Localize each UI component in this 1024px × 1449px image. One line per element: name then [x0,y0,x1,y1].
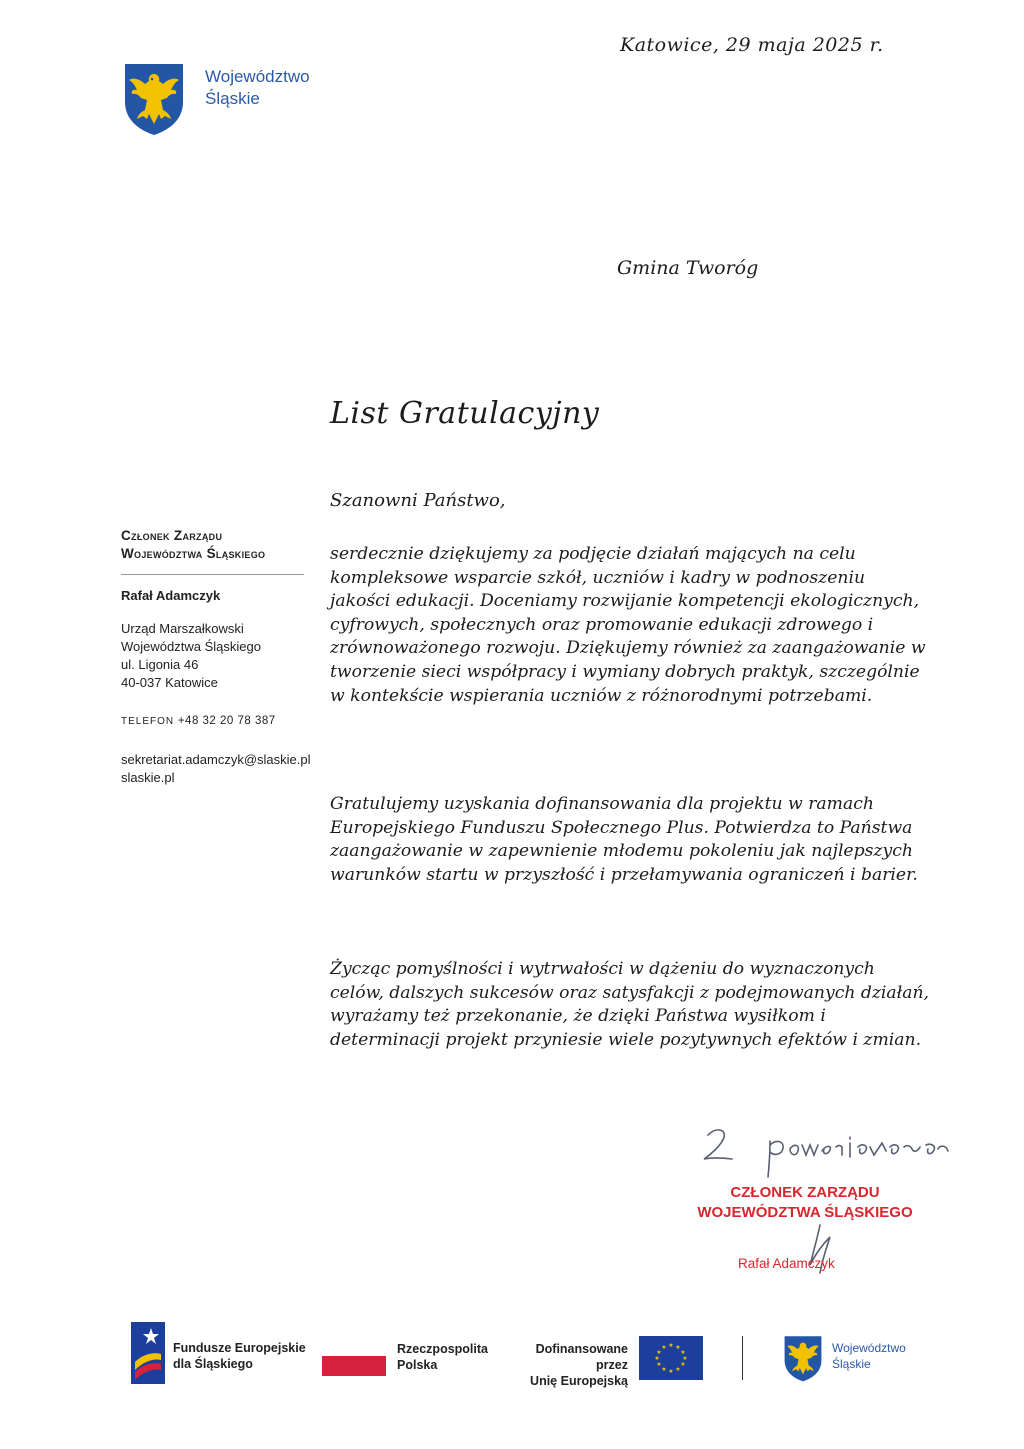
svg-text:★: ★ [680,1361,686,1368]
european-funds-label [173,1340,306,1372]
sender-contact [121,751,311,787]
paragraph-3: Życząc pomyślności i wytrwałości w dążeniu do wyznaczonych celów, dalszych sukcesów oraz satysfakcji z podejmowanych działań, wyrażamy też przekonanie, że dzięki Państwa wysiłkom i determinacji projekt przyniesie wiele pozytywnych efektów i zmian. [330,959,930,1050]
stamp-line-2: WOJEWÓDZTWA ŚLĄSKIEGO [697,1204,913,1221]
voivodeship-footer-label [832,1340,906,1372]
recipient: Gmina Tworóg [617,257,759,279]
eu-flag-icon [639,1336,703,1380]
email-link[interactable]: sekretariat.adamczyk@slaskie.pl [121,752,311,767]
sender-name: Rafał Adamczyk [121,588,221,603]
sender-address [121,620,311,692]
svg-text:★: ★ [675,1344,681,1351]
eu-line-2: Unię Europejską [530,1374,628,1388]
phone-number: +48 32 20 78 387 [177,715,276,727]
svg-text:★: ★ [656,1361,662,1368]
fe-line-1: Fundusze Europejskie [173,1341,306,1355]
ws-line-1: Województwo [832,1341,906,1355]
address-line: Województwa Śląskiego [121,639,261,654]
svg-text:★: ★ [661,1344,667,1351]
address-line: 40-037 Katowice [121,675,218,690]
stamp-line-1: CZŁONEK ZARZĄDU [730,1184,880,1201]
voivodeship-crest-small-icon [783,1335,823,1382]
eu-cofinanced-label [508,1341,628,1389]
brand-line-2: Śląskie [205,89,260,108]
sender-role-line-2: Województwa Śląskiego [121,546,266,561]
rp-line-2: Polska [397,1358,438,1372]
website-link[interactable]: slaskie.pl [121,770,175,785]
svg-text:★: ★ [668,1342,674,1349]
address-line: ul. Ligonia 46 [121,657,199,672]
salutation: Szanowni Państwo, [330,490,506,511]
place-and-date: Katowice, 29 maja 2025 r. [620,34,884,56]
address-line: Urząd Marszałkowski [121,621,244,636]
svg-text:★: ★ [680,1349,686,1356]
sender-role [121,527,311,563]
brand-line-1: Województwo [205,67,310,86]
svg-text:★: ★ [661,1366,667,1373]
official-stamp [690,1183,920,1223]
poland-flag-white [322,1336,386,1356]
european-funds-icon [131,1322,165,1384]
document-title: List Gratulacyjny [330,396,600,431]
stamp-name: Rafał Adamczyk [738,1256,835,1271]
sender-role-line-1: Członek Zarządu [121,528,223,543]
fe-line-2: dla Śląskiego [173,1357,253,1371]
footer-divider [742,1336,743,1380]
voivodeship-crest-logo [123,62,185,136]
svg-text:★: ★ [668,1368,674,1375]
ws-line-2: Śląskie [832,1357,871,1371]
svg-text:★: ★ [682,1355,688,1362]
poland-flag-icon [322,1356,386,1376]
svg-text:★: ★ [656,1349,662,1356]
paragraph-2: Gratulujemy uzyskania dofinansowania dla projektu w ramach Europejskiego Funduszu Społecznego Plus. Potwierdza to Państwa zaangażowanie w zapewnienie młodemu pokoleniu jak najlepszych warunków startu w przyszłość i przełamywania ograniczeń i barier. [330,794,918,885]
svg-text:★: ★ [654,1355,660,1362]
phone-label: TELEFON [121,716,175,727]
brand-name [205,66,310,110]
eu-line-1: Dofinansowane przez [535,1342,628,1372]
sender-phone [121,712,311,731]
svg-text:★: ★ [675,1366,681,1373]
paragraph-1: serdecznie dziękujemy za podjęcie działań mających na celu kompleksowe wsparcie szkół, uczniów i kadry w podnoszeniu jakości edukacji. Doceniamy rozwijanie kompetencji ekologicznych, cyfrowych, społecznych oraz promowanie edukacji zdrowego i zrównoważonego rozwoju. Dziękujemy również za zaangażowanie w tworzenie sieci współpracy i wymiany dobrych praktyk, szczególnie w kontekście wspierania uczniów z różnorodnymi potrzebami. [330,544,926,706]
rp-line-1: Rzeczpospolita [397,1342,488,1356]
poland-label [397,1341,488,1373]
sidebar-divider [121,574,304,575]
